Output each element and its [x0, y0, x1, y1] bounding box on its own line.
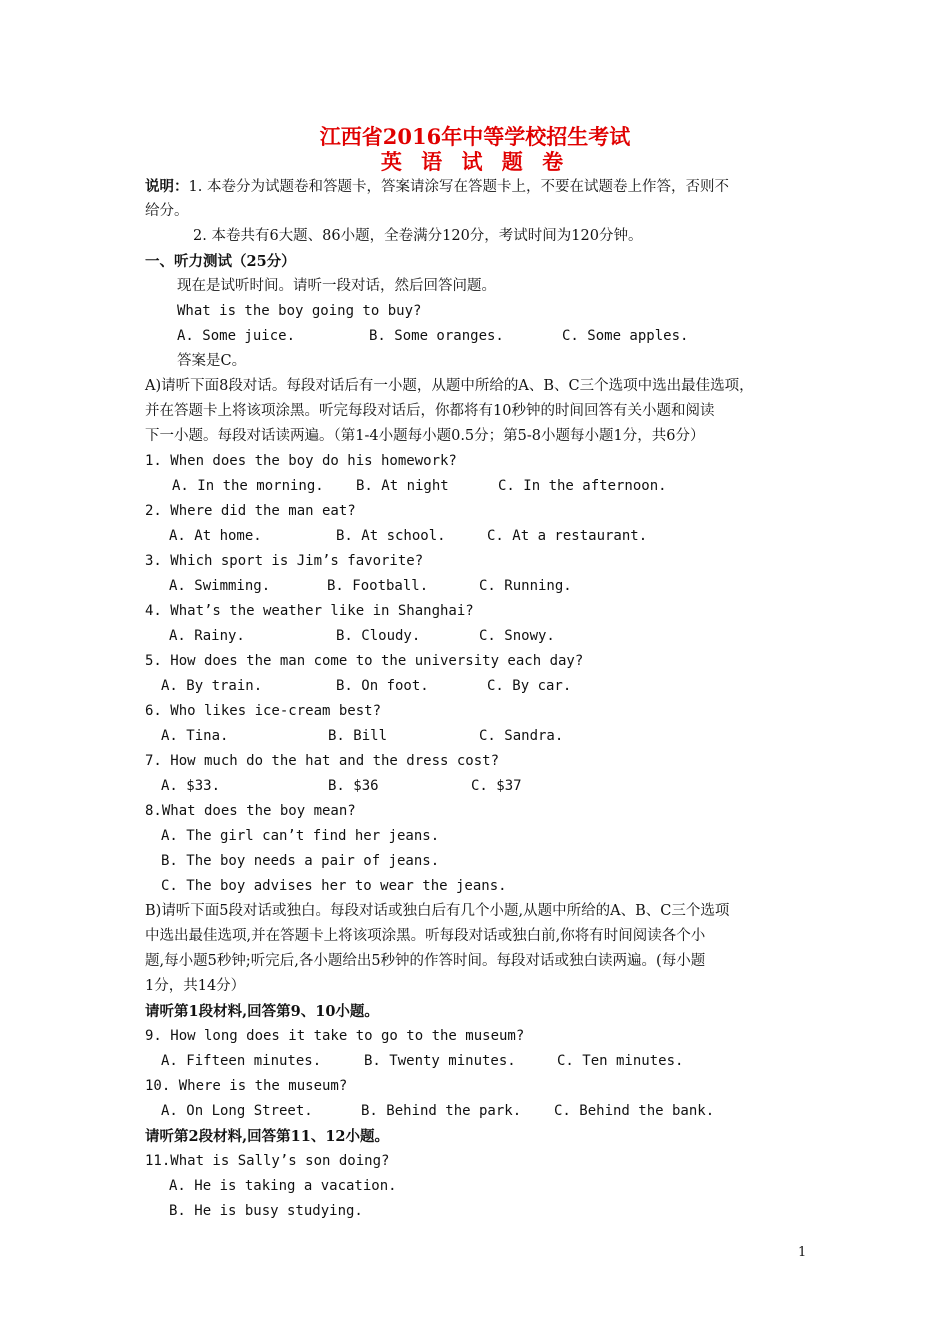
question-5: 5. How does the man come to the university each day? — [145, 653, 584, 669]
note-2: 2. 本卷共有6大题、86小题，全卷满分120分，考试时间为120分钟。 — [193, 228, 643, 244]
q8-option-a: A. The girl can’t find her jeans. — [161, 828, 440, 844]
q3-option-a: A. Swimming. — [169, 578, 271, 594]
part-b-line-2: 中选出最佳选项,并在答题卡上将该项涂黑。听每段对话或独白前,你将有时间阅读各个小 — [145, 928, 706, 944]
question-1: 1. When does the boy do his homework? — [145, 453, 457, 469]
q5-option-c: C. By car. — [487, 678, 572, 694]
q1-option-c: C. In the afternoon. — [498, 478, 667, 494]
exam-subtitle: 英 语 试 题 卷 — [380, 149, 570, 174]
q3-option-c: C. Running. — [479, 578, 572, 594]
question-8: 8.What does the boy mean? — [145, 803, 356, 819]
q4-option-c: C. Snowy. — [479, 628, 555, 644]
question-4: 4. What’s the weather like in Shanghai? — [145, 603, 474, 619]
q2-option-a: A. At home. — [169, 528, 262, 544]
q4-option-a: A. Rainy. — [169, 628, 245, 644]
q9-option-a: A. Fifteen minutes. — [161, 1053, 322, 1069]
note-1a: 1. 本卷分为试题卷和答题卡，答案请涂写在答题卡上，不要在试题卷上作答，否则不 — [188, 179, 729, 195]
q3-option-b: B. Football. — [327, 578, 429, 594]
q1-option-a: A. In the morning. — [172, 478, 324, 494]
trial-option-a: A. Some juice. — [177, 328, 296, 344]
exam-title: 江西省2016年中等学校招生考试 — [319, 124, 631, 149]
trial-question: What is the boy going to buy? — [177, 303, 422, 319]
trial-intro: 现在是试听时间。请听一段对话，然后回答问题。 — [177, 278, 496, 294]
part-b-line-1: B)请听下面5段对话或独白。每段对话或独白后有几个小题,从题中所给的A、B、C三个选项 — [145, 903, 730, 919]
q2-option-b: B. At school. — [336, 528, 446, 544]
material-2-heading: 请听第2段材料,回答第11、12小题。 — [145, 1128, 389, 1145]
part-a-line-2: 并在答题卡上将该项涂黑。听完每段对话后，你都将有10秒钟的时间回答有关小题和阅读 — [145, 403, 715, 419]
q5-option-b: B. On foot. — [336, 678, 429, 694]
question-6: 6. Who likes ice-cream best? — [145, 703, 382, 719]
q10-option-a: A. On Long Street. — [161, 1103, 313, 1119]
q6-option-b: B. Bill — [328, 728, 388, 744]
q7-option-c: C. $37 — [471, 778, 522, 794]
trial-option-b: B. Some oranges. — [369, 328, 504, 344]
q10-option-b: B. Behind the park. — [361, 1103, 522, 1119]
question-3: 3. Which sport is Jim’s favorite? — [145, 553, 424, 569]
q6-option-c: C. Sandra. — [479, 728, 564, 744]
part-a-line-1: A)请听下面8段对话。每段对话后有一小题，从题中所给的A、B、C三个选项中选出最佳选项， — [145, 378, 754, 394]
trial-answer: 答案是C。 — [177, 353, 247, 369]
question-2: 2. Where did the man eat? — [145, 503, 356, 519]
q10-option-c: C. Behind the bank. — [554, 1103, 715, 1119]
question-9: 9. How long does it take to go to the museum? — [145, 1028, 525, 1044]
trial-option-c: C. Some apples. — [562, 328, 689, 344]
q7-option-a: A. $33. — [161, 778, 221, 794]
q9-option-c: C. Ten minutes. — [557, 1053, 684, 1069]
q1-option-b: B. At night — [356, 478, 449, 494]
question-10: 10. Where is the museum? — [145, 1078, 348, 1094]
q8-option-b: B. The boy needs a pair of jeans. — [161, 853, 440, 869]
q7-option-b: B. $36 — [328, 778, 379, 794]
section-1-heading: 一、听力测试（25分） — [145, 253, 296, 270]
q8-option-c: C. The boy advises her to wear the jeans. — [161, 878, 507, 894]
q4-option-b: B. Cloudy. — [336, 628, 421, 644]
note-1b: 给分。 — [145, 203, 189, 219]
part-b-line-3: 题,每小题5秒钟;听完后,各小题给出5秒钟的作答时间。每段对话或独白读两遍。(每小题 — [145, 953, 706, 969]
material-1-heading: 请听第1段材料,回答第9、10小题。 — [145, 1003, 379, 1020]
q6-option-a: A. Tina. — [161, 728, 229, 744]
note-line-1 — [145, 174, 729, 199]
question-7: 7. How much do the hat and the dress cost? — [145, 753, 500, 769]
q11-option-b: B. He is busy studying. — [169, 1203, 363, 1219]
part-a-line-3: 下一小题。每段对话读两遍。（第1-4小题每小题0.5分；第5-8小题每小题1分，共6分） — [145, 428, 705, 444]
q5-option-a: A. By train. — [161, 678, 263, 694]
q11-option-a: A. He is taking a vacation. — [169, 1178, 397, 1194]
part-b-line-4: 1分，共14分） — [145, 978, 246, 994]
note-label: 说明： — [145, 178, 189, 195]
q9-option-b: B. Twenty minutes. — [364, 1053, 516, 1069]
q2-option-c: C. At a restaurant. — [487, 528, 648, 544]
page-number: 1 — [798, 1245, 807, 1260]
question-11: 11.What is Sally’s son doing? — [145, 1153, 390, 1169]
